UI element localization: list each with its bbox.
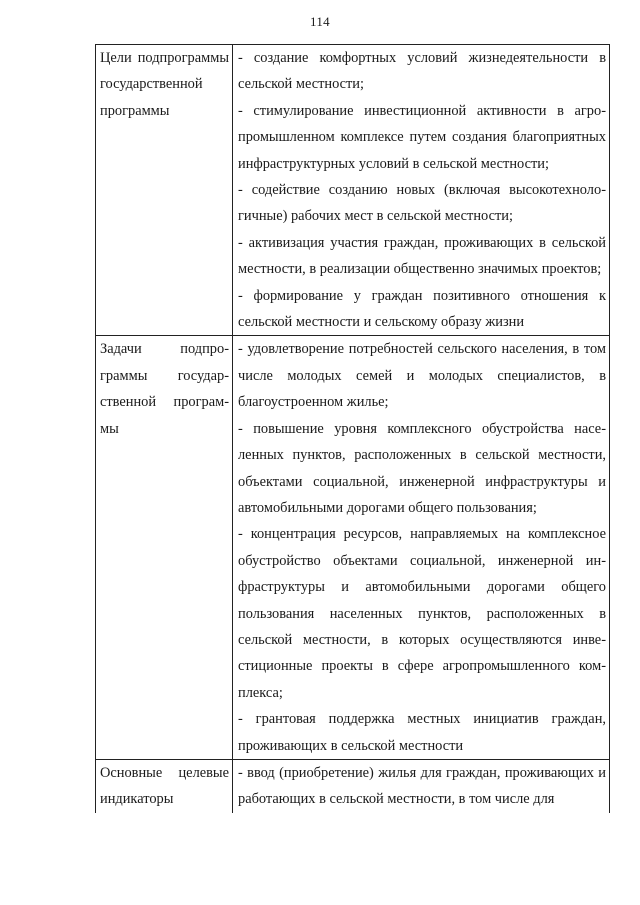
- indicators-content-cell: [233, 759, 610, 813]
- tasks-label-cell: [96, 336, 233, 760]
- goal-item: - создание комфортных условий жизнедеятельности в сельской местности;: [238, 50, 606, 93]
- goals-content-cell: [233, 45, 610, 336]
- page-number: 114: [310, 14, 330, 29]
- goal-item: - содействие созданию новых (включая высокотехнологичные) рабочих мест в сельской местности;: [238, 182, 606, 225]
- tasks-content-cell: [233, 336, 610, 760]
- goals-label: Цели подпрограммы государственной программы: [100, 50, 229, 119]
- task-item: - удовлетворение потребностей сельского населения, в том числе молодых семей и молодых специалистов, в благоустроенном жилье;: [238, 341, 606, 411]
- goal-item: - активизация участия граждан, проживающих в сельской местности, в реализации общественно значимых проектов;: [238, 234, 606, 278]
- task-item: - повышение уровня комплексного обустройства населенных пунктов, расположенных в сельской местности, объектами социальной, инженерной инфраструктуры и автомобильными дорогами общего пользования;: [238, 420, 606, 516]
- indicators-label: Основные целевые индикаторы: [100, 764, 229, 808]
- table-row-goals: [96, 45, 610, 336]
- tasks-label: Задачи подпрограммы государственной программы: [100, 341, 229, 437]
- table-row-tasks: [96, 336, 610, 760]
- task-item: - концентрация ресурсов, направляемых на комплексное обустройство объектами социальной, инженерной инфраструктуры и автомобильными дорогами общего пользования населенных пунктов, расположенных в сельской местности, в которых осуществляются инвестиционные проекты в сфере агропромышленного комплекса;: [238, 526, 606, 701]
- indicators-label-cell: [96, 759, 233, 813]
- program-table: [95, 44, 610, 813]
- indicator-item: - ввод (приобретение) жилья для граждан, проживающих и работающих в сельской местности, в том числе для: [238, 764, 606, 808]
- task-item: - грантовая поддержка местных инициатив граждан, проживающих в сельской местности: [238, 711, 606, 754]
- goal-item: - формирование у граждан позитивного отношения к сельской местности и сельскому образу жизни: [238, 287, 606, 331]
- indicators-content-clip: [238, 760, 606, 813]
- goal-item: - стимулирование инвестиционной активности в агропромышленном комплексе путем создания благоприятных инфраструктурных условий в сельской местности;: [238, 102, 606, 172]
- table-row-indicators: [96, 759, 610, 813]
- goals-label-cell: [96, 45, 233, 336]
